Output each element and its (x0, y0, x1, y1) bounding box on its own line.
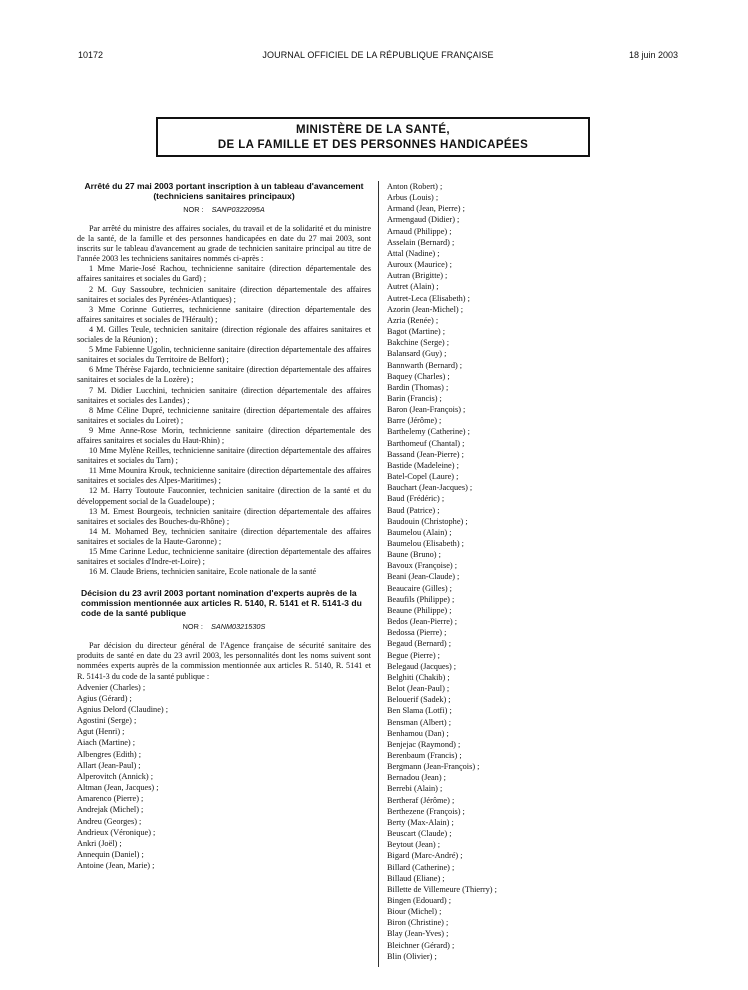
expert-name: Anton (Robert) ; (387, 182, 443, 191)
expert-name: Beaucaire (Gilles) ; (387, 583, 452, 593)
expert-name: Bedos (Jean-Pierre) ; (387, 617, 458, 627)
expert-name: Barre (Jérôme) ; (387, 416, 442, 426)
expert-name: Biour (Michel) ; (387, 907, 442, 917)
appointment-item: 4 M. Gilles Teule, technicien sanitaire (direction régionale des affaires sanitaires et sociales de la Réunion) ; (77, 324, 371, 345)
column-divider (378, 181, 379, 967)
expert-name: Beani (Jean-Claude) ; (387, 572, 460, 582)
expert-name: Beaufils (Philippe) ; (387, 594, 455, 604)
ministry-heading-box (156, 117, 590, 157)
expert-name: Balansard (Guy) ; (387, 349, 447, 359)
expert-name: Arbus (Louis) ; (387, 193, 439, 203)
appointment-item: 14 M. Mohamed Bey, technicien sanitaire (direction départementale des affaires sanitaires et sociales de la Haute-Garonne) ; (77, 526, 371, 546)
expert-name: Asselain (Bernard) ; (387, 237, 455, 247)
expert-name: Annequin (Daniel) ; (77, 850, 144, 859)
expert-name: Berenbaum (Francis) ; (387, 750, 462, 760)
arrete-nor-code: SANP0322095A (211, 205, 265, 214)
expert-name: Andrejak (Michel) ; (77, 805, 144, 815)
expert-name: Bertheraf (Jérôme) ; (387, 795, 455, 805)
expert-name: Advenier (Charles) ; (77, 682, 146, 692)
expert-name: Bardin (Thomas) ; (387, 382, 449, 392)
expert-name: Bigard (Marc-André) ; (387, 851, 463, 861)
expert-name: Antoine (Jean, Marie) ; (77, 861, 155, 871)
expert-name: Billard (Catherine) ; (387, 862, 455, 872)
expert-name: Agostini (Serge) ; (77, 716, 137, 726)
expert-name: Baune (Bruno) ; (387, 550, 441, 560)
expert-name: Biron (Christine) ; (387, 918, 449, 928)
expert-name: Bedossa (Pierre) ; (387, 628, 447, 638)
appointment-item: 5 Mme Fabienne Ugolin, technicienne sanitaire (direction départementale des affaires sanitaires et sociales du Territoire de Belfort) ; (77, 345, 371, 365)
expert-name: Benjejac (Raymond) ; (387, 739, 461, 749)
appointment-item: 10 Mme Mylène Reilles, technicienne sanitaire (direction départementale des affaires sanitaires et sociales du Tarn) ; (77, 446, 371, 466)
expert-name: Autret-Leca (Elisabeth) ; (387, 293, 470, 303)
decision-nor-code: SANM0321530S (210, 622, 266, 632)
decision-intro: Par décision du directeur général de l'Agence française de sécurité sanitaire des produits de santé en date du 23 avril 2003, les personnalités dont les noms suivent sont nommées experts auprès de la commission mentionnée aux articles R. 5140, R. 5141 et R. 5141-3 du code de la santé publique : (77, 641, 371, 681)
arrete-intro: Par arrêté du ministre des affaires sociales, du travail et de la solidarité et du ministre de la santé, de la famille et des personnes handicapées en date du 27 mai 2003, sont inscrits sur le tableau d'avancement au grade de technicien sanitaire principal au titre de l'année 2003 les techniciens sanitaires nommés ci-après : (77, 224, 371, 264)
expert-name: Allart (Jean-Paul) ; (77, 760, 141, 770)
appointment-item: 7 M. Didier Lucchini, technicien sanitaire (direction départementale des affaires sanitaires et sociales des Landes) ; (77, 385, 371, 405)
expert-name: Billette de Villemeure (Thierry) ; (387, 884, 497, 894)
expert-name: Bernadou (Jean) ; (387, 773, 446, 783)
expert-name: Bastide (Madeleine) ; (387, 460, 459, 470)
ministry-heading-line1: MINISTÈRE DE LA SANTÉ, (295, 124, 451, 136)
expert-name: Bagot (Martine) ; (387, 327, 446, 337)
expert-name: Baud (Frédéric) ; (387, 494, 445, 504)
expert-name: Bauchart (Jean-Jacques) ; (387, 483, 473, 493)
appointment-item: 15 Mme Carinne Leduc, technicienne sanitaire (direction départementale des affaires sanitaires et sociales d'Indre-et-Loire) ; (77, 547, 371, 567)
appointment-item: 2 M. Guy Sassoubre, technicien sanitaire (direction départementale des affaires sanitaires et sociales des Pyrénées-Atlantiques) ; (77, 284, 371, 304)
expert-name: Andrieux (Véronique) ; (77, 827, 156, 837)
expert-name: Batel-Copel (Laure) ; (387, 472, 459, 482)
appointment-item: 16 M. Claude Briens, technicien sanitaire, Ecole nationale de la santé (89, 567, 317, 577)
appointment-item: 11 Mme Mounira Krouk, technicienne sanitaire (direction départementale des affaires sanitaires et sociales des Alpes-Maritimes) ; (77, 466, 371, 486)
expert-name: Belegaud (Jacques) ; (387, 661, 457, 671)
appointment-item: 9 Mme Anne-Rose Morin, technicienne sanitaire (direction départementale des affaires sanitaires et sociales du Haut-Rhin) ; (77, 425, 371, 445)
expert-list-left (77, 682, 371, 872)
expert-name: Barthelemy (Catherine) ; (387, 427, 470, 437)
expert-name: Bensman (Albert) ; (387, 717, 452, 727)
expert-name: Autret (Alain) ; (387, 282, 439, 292)
expert-name: Albengres (Edith) ; (77, 749, 142, 759)
expert-name: Berthezene (François) ; (387, 806, 465, 816)
expert-name: Beaune (Philippe) ; (387, 605, 452, 615)
expert-name: Baquey (Charles) ; (387, 371, 450, 381)
expert-name: Bergmann (Jean-François) ; (387, 762, 480, 772)
expert-name: Begaud (Bernard) ; (387, 639, 452, 649)
issue-date: 18 juin 2003 (628, 50, 678, 60)
expert-name: Barin (Francis) ; (387, 393, 442, 403)
expert-name: Bannwarth (Bernard) ; (387, 360, 463, 370)
expert-name: Ankri (Joël) ; (77, 838, 122, 848)
expert-name: Armengaud (Didier) ; (387, 215, 460, 225)
expert-name: Agnius Delord (Claudine) ; (77, 704, 169, 714)
appointment-item: 6 Mme Thérèse Fajardo, technicienne sanitaire (direction départementale des affaires sanitaires et sociales de la Lozère) ; (77, 365, 371, 385)
page-header (78, 50, 678, 64)
expert-name: Beuscart (Claude) ; (387, 829, 452, 839)
expert-name: Baudouin (Christophe) ; (387, 516, 468, 526)
expert-name: Bavoux (Françoise) ; (387, 561, 458, 571)
arrete-title: Arrêté du 27 mai 2003 portant inscription à un tableau d'avancement (techniciens sanitaires principaux) (84, 181, 364, 201)
appointment-item: 12 M. Harry Toutoute Fauconnier, technicien sanitaire (direction de la santé et du développement social de la Guadeloupe) ; (77, 486, 371, 506)
arrete-nor-label: NOR : (183, 205, 204, 214)
ministry-heading-line2: DE LA FAMILLE ET DES PERSONNES HANDICAPÉES (217, 139, 529, 151)
appointment-item: 1 Mme Marie-José Rachou, technicienne sanitaire (direction départementale des affaires sanitaires et sociales du Gard) ; (77, 264, 371, 284)
left-column (77, 181, 371, 871)
expert-name: Belouerif (Sadek) ; (387, 695, 451, 705)
expert-name: Bassand (Jean-Pierre) ; (387, 449, 464, 459)
expert-name: Armand (Jean, Pierre) ; (387, 204, 465, 214)
appointment-item: 13 M. Ernest Bourgeois, technicien sanitaire (direction départementale des affaires sanitaires et sociales des Bouches-du-Rhône) ; (77, 506, 371, 526)
expert-name: Billaud (Eliane) ; (387, 873, 445, 883)
appointment-item: 8 Mme Céline Dupré, technicienne sanitaire (direction départementale des affaires sanitaires et sociales du Loiret) ; (77, 405, 371, 425)
appointment-item: 3 Mme Corinne Gutierres, technicienne sanitaire (direction départementale des affaires sanitaires et sociales de l'Hérault) ; (77, 304, 371, 324)
decision-nor (77, 622, 371, 631)
expert-name: Bakchine (Serge) ; (387, 338, 450, 348)
expert-name: Attal (Nadine) ; (387, 248, 440, 258)
expert-name: Baron (Jean-François) ; (387, 405, 466, 415)
expert-name: Aiach (Martine) ; (77, 738, 136, 748)
right-column (387, 181, 677, 962)
expert-name: Bleichner (Gérard) ; (387, 940, 455, 950)
expert-name: Alperovitch (Annick) ; (77, 771, 154, 781)
page-number: 10172 (78, 50, 104, 60)
arrete-item-list (77, 264, 371, 577)
expert-name: Belghiti (Chakib) ; (387, 672, 450, 682)
expert-name: Berrebi (Alain) ; (387, 784, 443, 794)
expert-list-right (387, 181, 677, 962)
expert-name: Blay (Jean-Yves) ; (387, 929, 449, 939)
expert-name: Baud (Patrice) ; (387, 505, 440, 515)
expert-name: Barthomeuf (Chantal) ; (387, 438, 465, 448)
expert-name: Baumelou (Elisabeth) ; (387, 539, 464, 548)
expert-name: Autran (Brigitte) ; (387, 271, 448, 281)
expert-name: Azorin (Jean-Michel) ; (387, 304, 464, 314)
expert-name: Belot (Jean-Paul) ; (387, 684, 450, 694)
expert-name: Azria (Renée) ; (387, 315, 439, 325)
expert-name: Agut (Henri) ; (77, 727, 125, 737)
expert-name: Ben Slama (Lotfi) ; (387, 706, 452, 716)
expert-name: Andreu (Georges) ; (77, 816, 142, 826)
expert-name: Altman (Jean, Jacques) ; (77, 783, 159, 793)
expert-name: Baumelou (Alain) ; (387, 527, 452, 537)
expert-name: Begue (Pierre) ; (387, 650, 440, 660)
expert-name: Auroux (Maurice) ; (387, 260, 452, 270)
expert-name: Arnaud (Philippe) ; (387, 226, 452, 236)
arrete-nor (77, 205, 371, 214)
expert-name: Bingen (Edouard) ; (387, 896, 452, 905)
expert-name: Amarenco (Pierre) ; (77, 794, 144, 804)
decision-nor-label: NOR : (182, 622, 203, 632)
decision-title: Décision du 23 avril 2003 portant nomination d'experts auprès de la commission mentionnée aux articles R. 5140, R. 5141 et R. 5141-3 du code de la santé publique (81, 588, 362, 619)
expert-name: Berty (Max-Alain) ; (387, 817, 454, 827)
journal-title: JOURNAL OFFICIEL DE LA RÉPUBLIQUE FRANÇAISE (262, 50, 494, 60)
expert-name: Blin (Olivier) ; (387, 951, 437, 961)
expert-name: Benhamou (Dan) ; (387, 728, 449, 738)
expert-name: Beytout (Jean) ; (387, 840, 440, 850)
expert-name: Agius (Gérard) ; (77, 693, 132, 703)
